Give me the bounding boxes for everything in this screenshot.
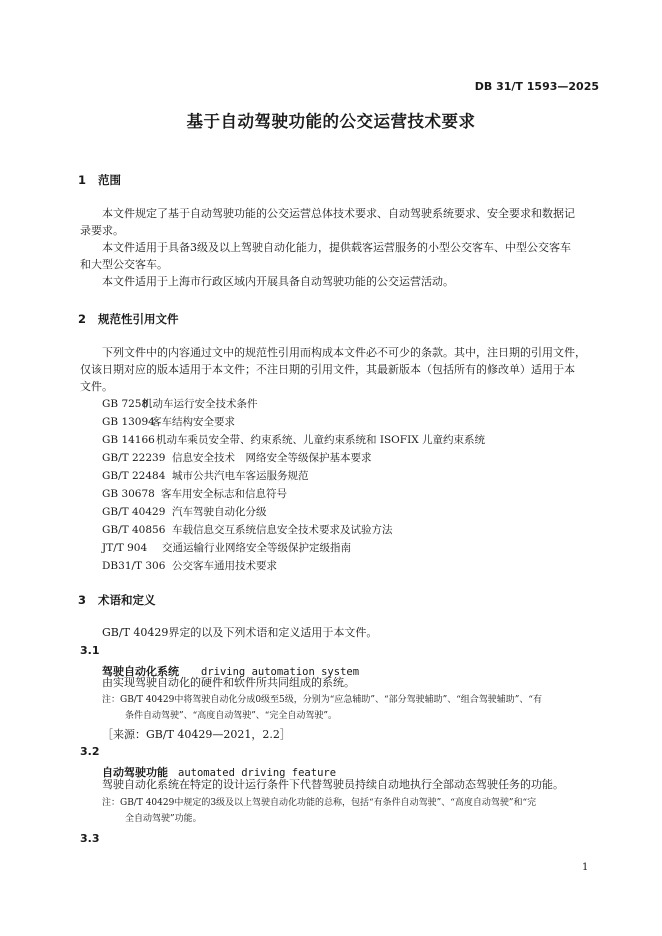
reference-code: GB/T 40856: [102, 524, 166, 536]
section-title: 术语和定义: [98, 593, 156, 607]
reference-code: DB31/T 306: [102, 560, 166, 572]
terms-intro: GB/T 40429界定的以及下列术语和定义适用于本文件。: [102, 626, 378, 639]
reference-code: GB 14166: [102, 434, 155, 446]
reference-item: [102, 414, 235, 429]
term-number: 3.2: [80, 745, 100, 758]
reference-code: GB 13094: [102, 416, 155, 428]
reference-title: 公交客车通用技术要求: [172, 560, 277, 572]
reference-code: GB/T 22484: [102, 470, 166, 482]
reference-title: 车载信息交互系统信息安全技术要求及试验方法: [172, 524, 393, 536]
reference-item: [102, 432, 485, 447]
term-chinese: 自动驾驶功能: [102, 766, 168, 779]
section-1-heading: [78, 172, 121, 188]
reference-item: [102, 558, 277, 573]
term-definition: 由实现驾驶自动化的硬件和软件所共同组成的系统。: [102, 676, 355, 689]
normative-intro-line-3: 文件。: [80, 380, 113, 393]
term-english: automated driving feature: [178, 767, 337, 779]
reference-item: [102, 504, 267, 519]
reference-title: 信息安全技术 网络安全等级保护基本要求: [172, 452, 372, 464]
term-note-line-2: 条件自动驾驶”、“高度自动驾驶”、“完全自动驾驶”。: [125, 711, 338, 721]
term-number: 3.3: [80, 832, 100, 845]
reference-title: 客车用安全标志和信息符号: [161, 488, 287, 500]
reference-title: 交通运输行业网络安全等级保护定级指南: [162, 542, 351, 554]
reference-title: 机动车运行安全技术条件: [142, 398, 258, 410]
section-title: 规范性引用文件: [98, 312, 179, 326]
term-number: 3.1: [80, 644, 100, 657]
reference-title: 汽车驾驶自动化分级: [172, 506, 267, 518]
reference-item: [102, 540, 351, 555]
section-number: 1: [78, 173, 87, 187]
section-3-heading: [78, 592, 156, 608]
reference-code: GB 30678: [102, 488, 155, 500]
scope-paragraph-3: 本文件适用于上海市行政区域内开展具备自动驾驶功能的公交运营活动。: [102, 275, 454, 288]
document-title: 基于自动驾驶功能的公交运营技术要求: [186, 112, 476, 131]
section-number: 2: [78, 312, 87, 326]
reference-title: 城市公共汽电车客运服务规范: [172, 470, 309, 482]
term-definition: 驾驶自动化系统在特定的设计运行条件下代替驾驶员持续自动地执行全部动态驾驶任务的功能。: [102, 778, 564, 791]
reference-item: [102, 450, 372, 465]
scope-paragraph-1-line-2: 录要求。: [80, 224, 124, 237]
reference-item: [102, 468, 309, 483]
term-chinese: 驾驶自动化系统: [102, 665, 179, 678]
term-english: driving automation system: [201, 666, 360, 678]
reference-code: JT/T 904: [102, 542, 148, 554]
term-note-line-1: 注：GB/T 40429中将驾驶自动化分成0级至5级，分别为“应急辅助”、“部分驾驶辅助”、“组合驾驶辅助”、“有: [102, 695, 542, 705]
normative-intro-line-1: 下列文件中的内容通过文中的规范性引用而构成本文件必不可少的条款。其中，注日期的引用文件，: [102, 346, 586, 359]
standard-number: DB 31/T 1593—2025: [474, 80, 599, 93]
scope-paragraph-2-line-1: 本文件适用于具备3级及以上驾驶自动化能力，提供载客运营服务的小型公交客车、中型公交客车: [102, 241, 571, 254]
scope-paragraph-1-line-1: 本文件规定了基于自动驾驶功能的公交运营总体技术要求、自动驾驶系统要求、安全要求和数据记: [102, 207, 575, 220]
term-note-line-1: 注：GB/T 40429中规定的3级及以上驾驶自动化功能的总称，包括“有条件自动驾驶”、“高度自动驾驶”和“完: [102, 798, 537, 808]
reference-item: [102, 522, 393, 537]
term-source: ［来源：GB/T 40429—2021，2.2］: [102, 728, 291, 741]
term-note-line-2: 全自动驾驶”功能。: [125, 814, 202, 824]
section-title: 范围: [98, 173, 121, 187]
page-number: 1: [582, 862, 589, 873]
reference-item: [102, 396, 258, 411]
section-number: 3: [78, 593, 87, 607]
reference-title: 机动车乘员安全带、约束系统、儿童约束系统和 ISOFIX 儿童约束系统: [156, 434, 486, 446]
section-2-heading: [78, 311, 179, 327]
reference-code: GB/T 22239: [102, 452, 166, 464]
normative-intro-line-2: 仅该日期对应的版本适用于本文件；不注日期的引用文件，其最新版本（包括所有的修改单）适用于本: [80, 363, 575, 376]
reference-title: 客车结构安全要求: [151, 416, 235, 428]
reference-code: GB/T 40429: [102, 506, 166, 518]
reference-code: GB 7258: [102, 398, 149, 410]
reference-item: [102, 486, 287, 501]
scope-paragraph-2-line-2: 和大型公交客车。: [80, 258, 168, 271]
